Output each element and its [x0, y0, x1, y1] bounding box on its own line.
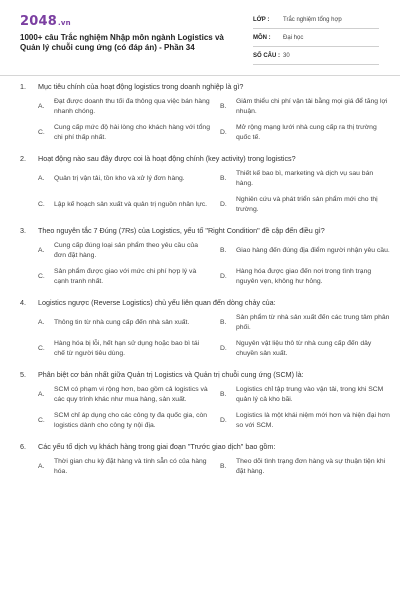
meta-subject-row [253, 29, 379, 47]
answer-option[interactable]: D. Mở rộng mạng lưới nhà cung cấp ra thị trường quốc tế. [220, 124, 377, 141]
question-number: 2. [20, 154, 26, 163]
meta-label: LỚP : [253, 17, 270, 23]
question-item [0, 370, 400, 432]
worksheet-header [0, 0, 400, 80]
answer-option[interactable]: A. Thời gian chu kỳ đặt hàng và tính sẵn có của hàng hóa. [38, 458, 207, 475]
answer-option[interactable]: A. SCM có phạm vi rộng hơn, bao gồm cả logistics và các quy trình khác như mua hàng, sản xuất. [38, 386, 208, 403]
question-list [0, 82, 400, 488]
question-number: 1. [20, 82, 26, 91]
meta-label: MÔN : [253, 35, 271, 41]
answer-options [38, 312, 400, 360]
question-item [0, 226, 400, 288]
question-item [0, 154, 400, 216]
answer-options [38, 384, 400, 432]
meta-value: 30 [283, 53, 290, 59]
answer-option[interactable]: B. Giao hàng đến đúng địa điểm người nhận yêu cầu. [220, 247, 390, 254]
meta-label: SỐ CÂU : [253, 53, 280, 59]
question-text: 5. Phân biệt cơ bản nhất giữa Quản trị Logistics và Quản trị chuỗi cung ứng (SCM) là: [20, 370, 304, 379]
question-text: 2. Hoạt động nào sau đây được coi là hoạt động chính (key activity) trong logistics? [20, 154, 296, 163]
meta-count-row [253, 47, 379, 65]
answer-option[interactable]: B. Thiết kế bao bì, marketing và dịch vụ sau bán hàng. [220, 170, 374, 187]
answer-option[interactable]: C. Lập kế hoạch sản xuất và quản trị nguồn nhân lực. [38, 201, 208, 208]
question-number: 5. [20, 370, 26, 379]
answer-option[interactable]: A. Cung cấp đúng loại sản phẩm theo yêu cầu của đơn đặt hàng. [38, 242, 198, 259]
answer-option[interactable]: B. Logistics chỉ tập trung vào vận tải, trong khi SCM quản lý cả kho bãi. [220, 386, 384, 403]
answer-option[interactable]: D. Hàng hóa được giao đến nơi trong tình trạng nguyên vẹn, không hư hỏng. [220, 268, 372, 285]
answer-options [38, 456, 400, 478]
meta-value: Trắc nghiệm tổng hợp [283, 17, 342, 23]
answer-option[interactable]: C. Sản phẩm được giao với mức chi phí hợp lý và cạnh tranh nhất. [38, 268, 197, 285]
question-number: 4. [20, 298, 26, 307]
question-text: 4. Logistics ngược (Reverse Logistics) chủ yếu liên quan đến dòng chảy của: [20, 298, 276, 307]
worksheet-title: 1000+ câu Trắc nghiệm Nhập môn ngành Logistics và Quản lý chuỗi cung ứng (có đáp án) - Phần 34 [20, 33, 224, 52]
site-logo[interactable]: 2048.vn [20, 14, 71, 29]
answer-option[interactable]: C. SCM chỉ áp dụng cho các công ty đa quốc gia, còn logistics dành cho công ty nội địa. [38, 412, 208, 429]
question-item [0, 442, 400, 478]
question-text: 6. Các yếu tố dịch vụ khách hàng trong giai đoạn "Trước giao dịch" bao gồm: [20, 442, 276, 451]
worksheet-meta [253, 11, 379, 65]
answer-option[interactable]: C. Cung cấp mức độ hài lòng cho khách hàng với tổng chi phí thấp nhất. [38, 124, 210, 141]
answer-option[interactable]: A. Thông tin từ nhà cung cấp đến nhà sản xuất. [38, 319, 190, 326]
question-text: 1. Mục tiêu chính của hoạt động logistics trong doanh nghiệp là gì? [20, 82, 244, 91]
answer-options [38, 240, 400, 288]
answer-option[interactable]: D. Logistics là một khái niệm mới hơn và hiện đại hơn so với SCM. [220, 412, 390, 429]
answer-options [38, 168, 400, 216]
question-text: 3. Theo nguyên tắc 7 Đúng (7Rs) của Logistics, yếu tố "Right Condition" đề cập đến điều gì? [20, 226, 325, 235]
question-item [0, 298, 400, 360]
answer-option[interactable]: D. Nguyên vật liệu thô từ nhà cung cấp đến dây chuyền sản xuất. [220, 340, 372, 357]
answer-option[interactable]: A. Quản trị vận tải, tồn kho và xử lý đơn hàng. [38, 175, 185, 182]
header-divider [0, 75, 400, 76]
answer-option[interactable]: B. Sản phẩm từ nhà sản xuất đến các trung tâm phân phối. [220, 314, 390, 331]
meta-class-row [253, 11, 379, 29]
answer-option[interactable]: D. Nghiên cứu và phát triển sản phẩm mới cho thị trường. [220, 196, 378, 213]
answer-options [38, 96, 400, 144]
question-number: 3. [20, 226, 26, 235]
meta-value: Đại học [283, 35, 304, 41]
answer-option[interactable]: C. Hàng hóa bị lỗi, hết hạn sử dụng hoặc bao bì tái chế từ người tiêu dùng. [38, 340, 200, 357]
answer-option[interactable]: A. Đạt được doanh thu tối đa thông qua việc bán hàng nhanh chóng. [38, 98, 210, 115]
answer-option[interactable]: B. Theo dõi tình trạng đơn hàng và sự thuận tiện khi đặt hàng. [220, 458, 386, 475]
answer-option[interactable]: B. Giảm thiểu chi phí vận tải bằng mọi giá để tăng lợi nhuận. [220, 98, 388, 115]
question-number: 6. [20, 442, 26, 451]
question-item [0, 82, 400, 144]
